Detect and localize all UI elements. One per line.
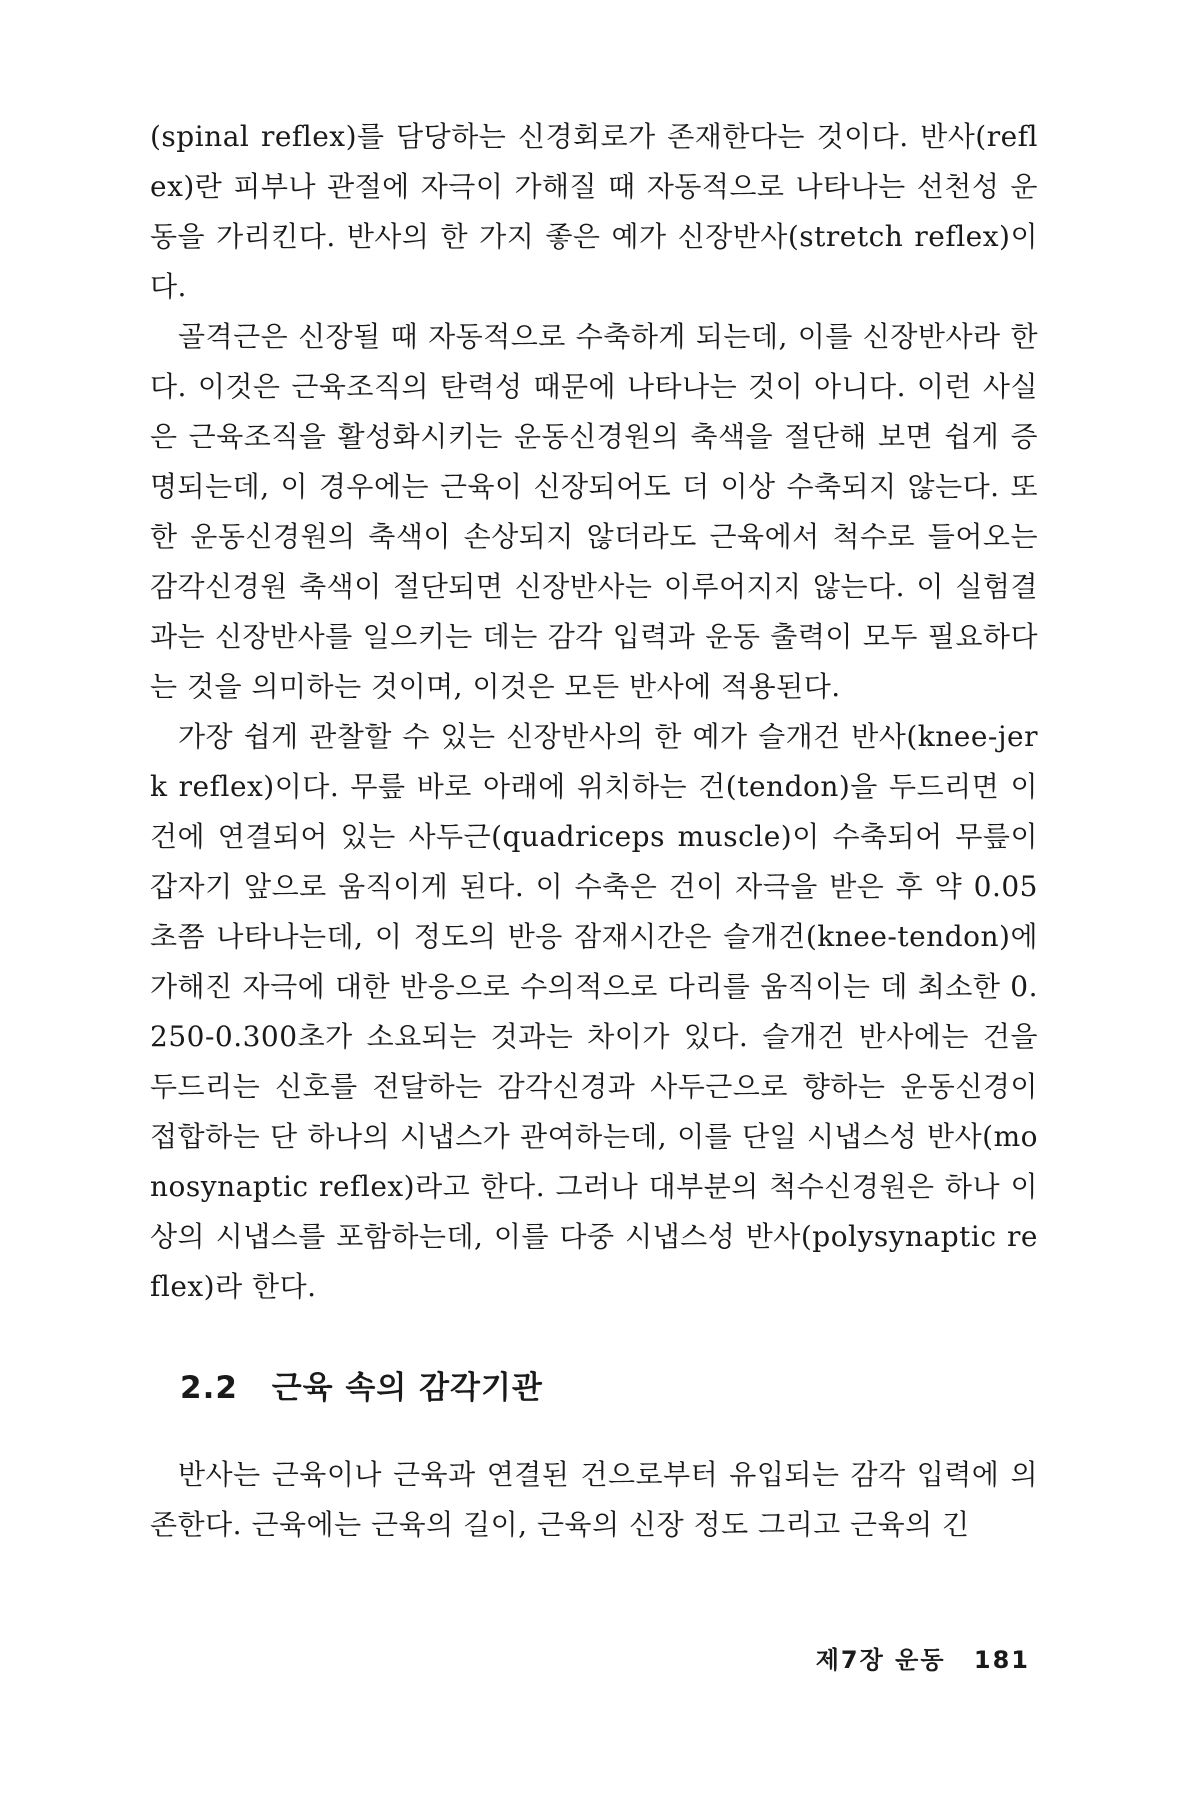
section-title: 근육 속의 감각기관 bbox=[271, 1370, 543, 1406]
chapter-label: 제7장 운동 bbox=[815, 1646, 946, 1674]
section-heading bbox=[180, 1368, 1038, 1408]
page-footer bbox=[816, 1640, 1030, 1675]
body-paragraph-4: 반사는 근육이나 근육과 연결된 건으로부터 유입되는 감각 입력에 의존한다. 근육에는 근육의 길이, 근육의 신장 정도 그리고 근육의 긴 bbox=[150, 1458, 1038, 1541]
section-number: 2.2 bbox=[180, 1370, 238, 1406]
body-paragraph-1: (spinal reflex)를 담당하는 신경회로가 존재한다는 것이다. 반사(reflex)란 피부나 관절에 자극이 가해질 때 자동적으로 나타나는 선천성 운동을 가리킨다. 반사의 한 가지 좋은 예가 신장반사(stretch reflex)이다. bbox=[150, 120, 1038, 303]
page-number: 181 bbox=[973, 1646, 1030, 1674]
page-body bbox=[150, 112, 1038, 1550]
body-paragraph-2: 골격근은 신장될 때 자동적으로 수축하게 되는데, 이를 신장반사라 한다. 이것은 근육조직의 탄력성 때문에 나타나는 것이 아니다. 이런 사실은 근육조직을 활성화시키는 운동신경원의 축색을 절단해 보면 쉽게 증명되는데, 이 경우에는 근육이 신장되어도 더 이상 수축되지 않는다. 또한 운동신경원의 축색이 손상되지 않더라도 근육에서 척수로 들어오는 감각신경원 축색이 절단되면 신장반사는 이루어지지 않는다. 이 실험결과는 신장반사를 일으키는 데는 감각 입력과 운동 출력이 모두 필요하다는 것을 의미하는 것이며, 이것은 모든 반사에 적용된다. bbox=[150, 320, 1038, 703]
body-paragraph-3: 가장 쉽게 관찰할 수 있는 신장반사의 한 예가 슬개건 반사(knee-jerk reflex)이다. 무릎 바로 아래에 위치하는 건(tendon)을 두드리면 이 건에 연결되어 있는 사두근(quadriceps muscle)이 수축되어 무릎이 갑자기 앞으로 움직이게 된다. 이 수축은 건이 자극을 받은 후 약 0.05초쯤 나타나는데, 이 정도의 반응 잠재시간은 슬개건(knee-tendon)에 가해진 자극에 대한 반응으로 수의적으로 다리를 움직이는 데 최소한 0.250-0.300초가 소요되는 것과는 차이가 있다. 슬개건 반사에는 건을 두드리는 신호를 전달하는 감각신경과 사두근으로 향하는 운동신경이 접합하는 단 하나의 시냅스가 관여하는데, 이를 단일 시냅스성 반사(monosynaptic reflex)라고 한다. 그러나 대부분의 척수신경원은 하나 이상의 시냅스를 포함하는데, 이를 다중 시냅스성 반사(polysynaptic reflex)라 한다. bbox=[150, 720, 1038, 1303]
